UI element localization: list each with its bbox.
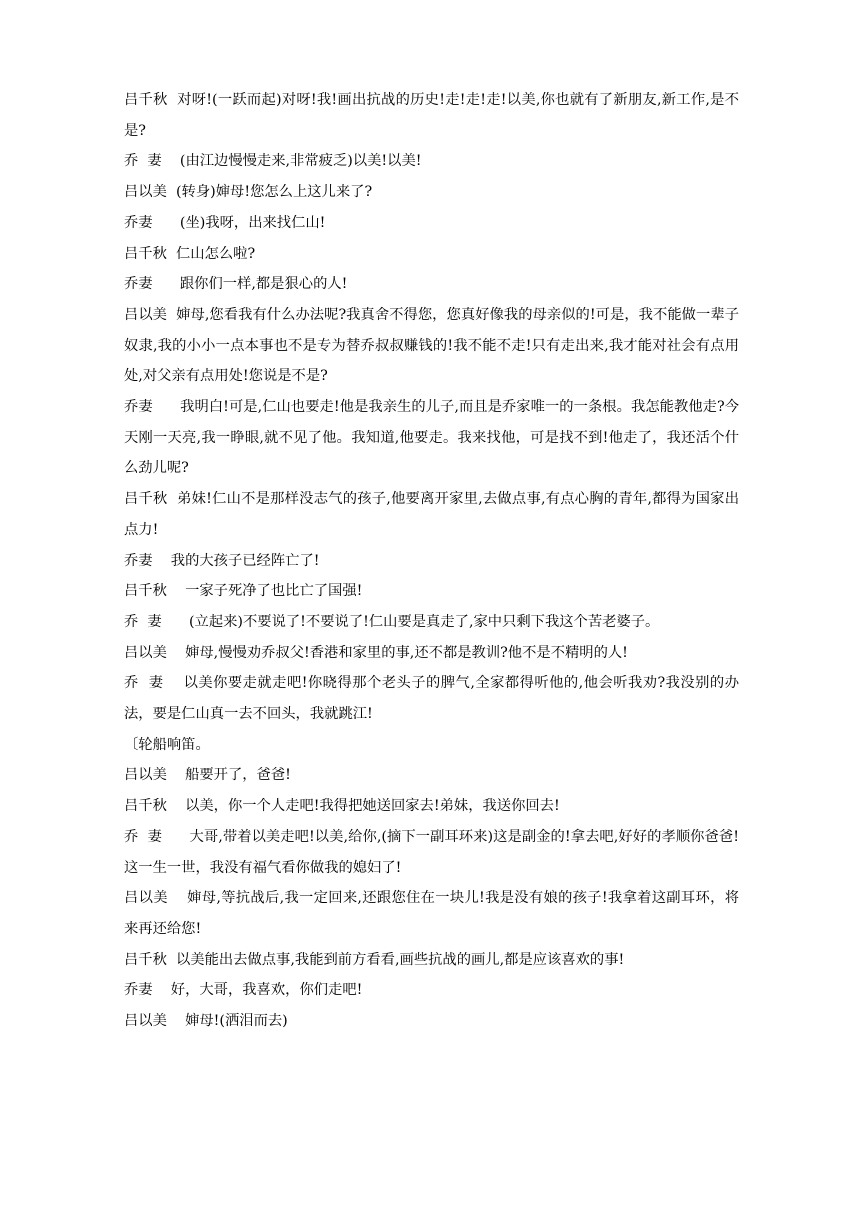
script-page [124,85,739,1037]
dialogue-line: 乔 妻 大哥,带着以美走吧!以美,给你,(摘下一副耳环来)这是副金的!拿去吧,好好的孝顺你爸爸!这一生一世，我没有福气看你做我的媳妇了! [124,828,739,876]
dialogue-line: 吕以美 婶母!(洒泪而去) [124,1013,288,1030]
dialogue-line: 吕以美 婶母,您看我有什么办法呢?我真舍不得您，您真好像我的母亲似的!可是，我不能做一辈子奴隶,我的小小一点本事也不是专为替乔叔叔赚钱的!我不能不走!只有走出来,我才能对社会有点用处,对父亲有点用处!您说是不是? [124,306,739,385]
dialogue-line: 吕以美 婶母,慢慢劝乔叔父!香港和家里的事,还不都是教训?他不是不精明的人! [124,644,628,661]
dialogue-line: 吕千秋 弟妹!仁山不是那样没志气的孩子,他要离开家里,去做点事,有点心胸的青年,都得为国家出点力! [124,491,739,538]
dialogue-line: 乔妻 我明白!可是,仁山也要走!他是我亲生的儿子,而且是乔家唯一的一条根。我怎能教他走?今天刚一天亮,我一睁眼,就不见了他。我知道,他要走。我来找他，可是找不到!他走了，我还活个什么劲儿呢? [124,399,739,477]
dialogue-line: 乔妻 跟你们一样,都是狠心的人! [124,276,348,293]
dialogue-line: 乔妻 我的大孩子已经阵亡了! [124,552,320,569]
dialogue-line: 吕千秋 对呀!(一跃而起)对呀!我!画出抗战的历史!走!走!走!以美,你也就有了新朋友,新工作,是不是? [124,92,739,139]
dialogue-line: 乔 妻 以美你要走就走吧!你晓得那个老头子的脾气,全家都得听他的,他会听我劝?我没别的办法，要是仁山真一去不回头，我就跳江! [124,675,739,723]
dialogue-line: 吕千秋 以美能出去做点事,我能到前方看看,画些抗战的画儿,都是应该喜欢的事! [124,951,625,968]
dialogue-line: 吕千秋 一家子死净了也比亡了国强! [124,583,363,600]
dialogue-line: 吕以美 船要开了，爸爸! [124,767,291,784]
dialogue-line: 乔 妻 (由江边慢慢走来,非常疲乏)以美!以美! [124,153,422,170]
dialogue-line: 乔妻 好，大哥，我喜欢，你们走吧! [124,982,363,999]
dialogue-line: 乔妻 (坐)我呀，出来找仁山! [124,214,326,231]
stage-direction: 〔轮船响笛。 [124,736,210,753]
dialogue-line: 乔 妻 (立起来)不要说了!不要说了!仁山要是真走了,家中只剩下我这个苦老婆子。 [124,613,660,630]
dialogue-line: 吕千秋 以美，你一个人走吧!我得把她送回家去!弟妹，我送你回去! [124,798,560,815]
dialogue-line: 吕以美 (转身)婶母!您怎么上这儿来了? [124,184,373,201]
dialogue-line: 吕以美 婶母,等抗战后,我一定回来,还跟您住在一块儿!我是没有娘的孩子!我拿着这副耳环，将来再还给您! [124,890,739,937]
dialogue-line: 吕千秋 仁山怎么啦? [124,245,256,262]
